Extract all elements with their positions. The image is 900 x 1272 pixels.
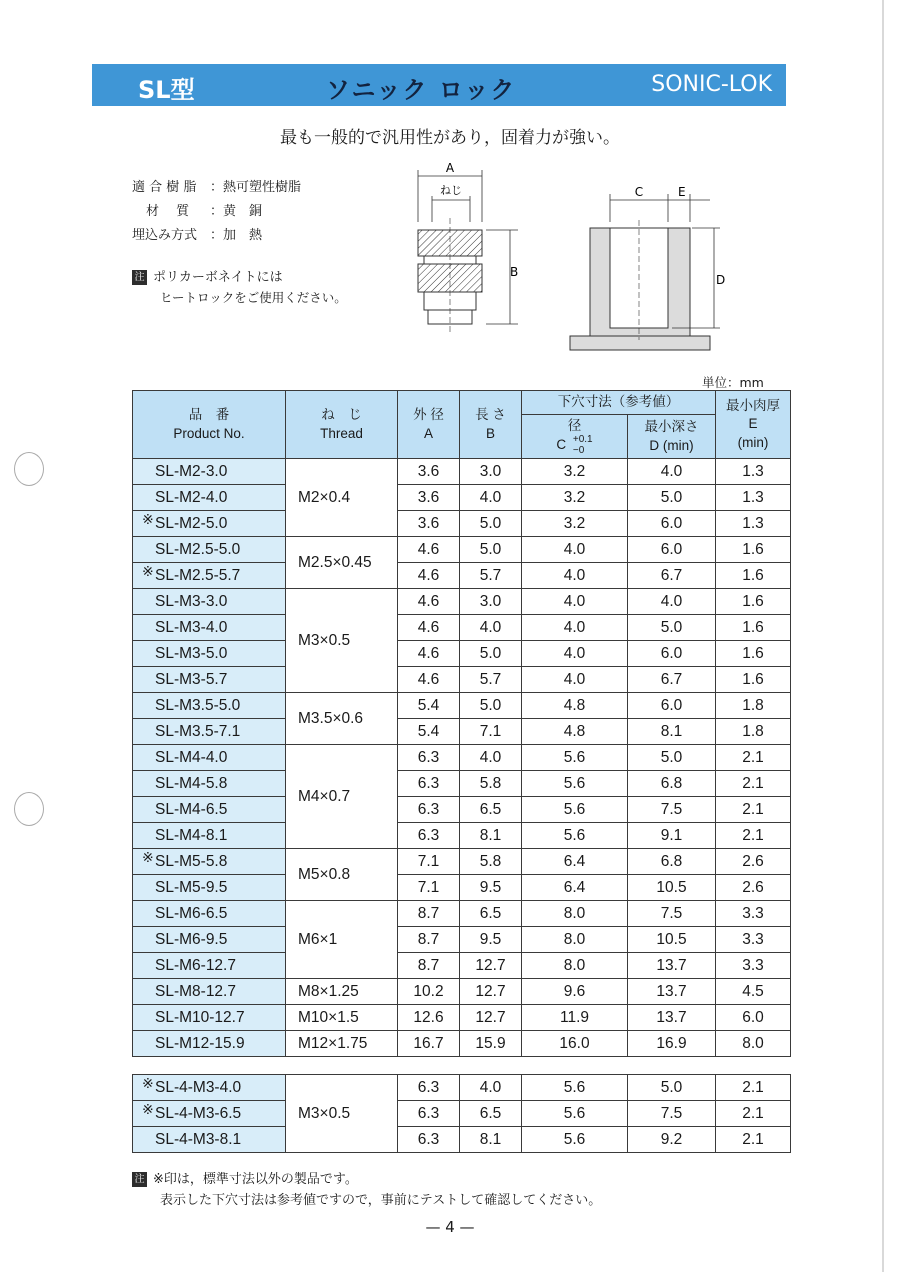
- nonstandard-mark: ※: [142, 849, 154, 865]
- value-cell-b: 5.0: [460, 641, 522, 667]
- value-cell-b: 4.0: [460, 485, 522, 511]
- value-cell-e: 8.0: [716, 1031, 791, 1057]
- spec-table-body: [133, 459, 791, 1057]
- value-cell-e: 3.3: [716, 953, 791, 979]
- spec-resin: 適 合 樹 脂 ：熱可塑性樹脂: [132, 180, 302, 195]
- table-row: [133, 797, 791, 823]
- value-cell-e: 2.6: [716, 849, 791, 875]
- value-cell-b: 3.0: [460, 589, 522, 615]
- value-cell-b: 8.1: [460, 1127, 522, 1153]
- value-cell-e: 6.0: [716, 1005, 791, 1031]
- product-number-cell: [133, 1031, 286, 1057]
- header-wall: 最小肉厚 E (min): [716, 391, 791, 459]
- value-cell-c: 5.6: [522, 797, 628, 823]
- page-number: — 4 —: [425, 1218, 475, 1236]
- thread-cell: M6×1: [286, 901, 398, 979]
- dim-c-label: C: [634, 185, 644, 199]
- product-number: SL-M6-12.7: [155, 956, 236, 974]
- product-number: SL-M3-5.0: [155, 644, 228, 662]
- value-cell-e: 1.6: [716, 615, 791, 641]
- table-row: [133, 1101, 791, 1127]
- table-row: [133, 979, 791, 1005]
- thread-cell: M4×0.7: [286, 745, 398, 849]
- table-row: [133, 511, 791, 537]
- value-cell-c: 4.0: [522, 667, 628, 693]
- product-number: SL-M2-5.0: [155, 514, 228, 532]
- product-number: SL-4-M3-8.1: [155, 1130, 242, 1148]
- product-name-en: SONIC-LOK: [651, 72, 772, 97]
- product-number-cell: [133, 797, 286, 823]
- value-cell-b: 5.0: [460, 537, 522, 563]
- value-cell-d: 6.0: [628, 511, 716, 537]
- footnote-line-1: 注 ※印は，標準寸法以外の製品です。: [132, 1168, 358, 1187]
- header-hole-depth: 最小深さ D (min): [628, 415, 716, 459]
- value-cell-d: 13.7: [628, 1005, 716, 1031]
- value-cell-c: 5.6: [522, 1101, 628, 1127]
- value-cell-c: 4.0: [522, 641, 628, 667]
- value-cell-b: 5.0: [460, 693, 522, 719]
- product-number-cell: [133, 1127, 286, 1153]
- value-cell-b: 8.1: [460, 823, 522, 849]
- product-number: SL-M6-9.5: [155, 930, 228, 948]
- value-cell-e: 1.3: [716, 485, 791, 511]
- product-number-cell: [133, 511, 286, 537]
- value-cell-d: 4.0: [628, 459, 716, 485]
- value-cell-a: 5.4: [398, 719, 460, 745]
- value-cell-a: 6.3: [398, 1075, 460, 1101]
- value-cell-d: 6.8: [628, 849, 716, 875]
- value-cell-a: 3.6: [398, 459, 460, 485]
- product-number: SL-M3-5.7: [155, 670, 228, 688]
- table-row: [133, 537, 791, 563]
- value-cell-d: 7.5: [628, 901, 716, 927]
- product-number: SL-M3-4.0: [155, 618, 228, 636]
- value-cell-e: 2.1: [716, 771, 791, 797]
- nonstandard-mark: ※: [142, 1101, 154, 1117]
- product-number-cell: [133, 875, 286, 901]
- product-number-cell: [133, 953, 286, 979]
- value-cell-d: 10.5: [628, 875, 716, 901]
- value-cell-b: 4.0: [460, 1075, 522, 1101]
- value-cell-d: 5.0: [628, 615, 716, 641]
- unit-label: 単位：mm: [702, 375, 764, 390]
- table-row: [133, 849, 791, 875]
- value-cell-e: 1.6: [716, 641, 791, 667]
- product-name-ja: ソニック ロック: [326, 76, 517, 104]
- value-cell-c: 4.8: [522, 693, 628, 719]
- value-cell-e: 2.1: [716, 745, 791, 771]
- value-cell-a: 4.6: [398, 563, 460, 589]
- value-cell-c: 4.0: [522, 589, 628, 615]
- header-length: 長 さ B: [460, 391, 522, 459]
- value-cell-d: 7.5: [628, 797, 716, 823]
- product-number-cell: [133, 979, 286, 1005]
- value-cell-a: 6.3: [398, 1101, 460, 1127]
- table-row: [133, 563, 791, 589]
- value-cell-b: 9.5: [460, 875, 522, 901]
- value-cell-c: 4.8: [522, 719, 628, 745]
- thread-cell: M12×1.75: [286, 1031, 398, 1057]
- value-cell-a: 4.6: [398, 537, 460, 563]
- value-cell-a: 4.6: [398, 641, 460, 667]
- product-number-cell: [133, 901, 286, 927]
- table-row: [133, 1031, 791, 1057]
- dim-e-label: E: [678, 185, 686, 199]
- extra-spec-table: [132, 1074, 791, 1153]
- value-cell-e: 1.8: [716, 719, 791, 745]
- nonstandard-mark: ※: [142, 563, 154, 579]
- spec-material: 材 質 ：黄 銅: [146, 204, 263, 219]
- value-cell-b: 4.0: [460, 745, 522, 771]
- value-cell-c: 8.0: [522, 927, 628, 953]
- value-cell-a: 3.6: [398, 485, 460, 511]
- footnote-mark: 注: [132, 1172, 147, 1187]
- value-cell-c: 3.2: [522, 459, 628, 485]
- table-row: [133, 615, 791, 641]
- value-cell-d: 10.5: [628, 927, 716, 953]
- product-number-cell: [133, 927, 286, 953]
- product-number: SL-M5-5.8: [155, 852, 228, 870]
- value-cell-b: 15.9: [460, 1031, 522, 1057]
- value-cell-c: 6.4: [522, 875, 628, 901]
- product-number: SL-M5-9.5: [155, 878, 228, 896]
- thread-cell: M10×1.5: [286, 1005, 398, 1031]
- value-cell-c: 3.2: [522, 511, 628, 537]
- value-cell-b: 5.0: [460, 511, 522, 537]
- value-cell-b: 12.7: [460, 953, 522, 979]
- punch-hole-bottom: [14, 792, 44, 826]
- value-cell-b: 5.7: [460, 667, 522, 693]
- value-cell-d: 6.0: [628, 641, 716, 667]
- value-cell-e: 2.1: [716, 1101, 791, 1127]
- spec-table: [132, 390, 791, 1057]
- value-cell-a: 6.3: [398, 771, 460, 797]
- value-cell-e: 2.1: [716, 797, 791, 823]
- table-row: [133, 719, 791, 745]
- value-cell-a: 7.1: [398, 849, 460, 875]
- value-cell-c: 4.0: [522, 537, 628, 563]
- value-cell-e: 1.6: [716, 589, 791, 615]
- product-number: SL-M2-3.0: [155, 462, 228, 480]
- value-cell-a: 10.2: [398, 979, 460, 1005]
- note-line-1: 注 ポリカーボネイトには: [132, 266, 283, 285]
- value-cell-d: 13.7: [628, 979, 716, 1005]
- value-cell-b: 5.8: [460, 771, 522, 797]
- thread-cell: M5×0.8: [286, 849, 398, 901]
- value-cell-a: 6.3: [398, 823, 460, 849]
- value-cell-d: 9.1: [628, 823, 716, 849]
- value-cell-e: 1.6: [716, 537, 791, 563]
- table-row: [133, 745, 791, 771]
- thread-cell: M3.5×0.6: [286, 693, 398, 745]
- value-cell-e: 2.1: [716, 1127, 791, 1153]
- value-cell-b: 4.0: [460, 615, 522, 641]
- header-hole-diameter: 径 C +0.1 −0: [522, 415, 628, 459]
- value-cell-a: 6.3: [398, 1127, 460, 1153]
- value-cell-d: 8.1: [628, 719, 716, 745]
- table-row: [133, 485, 791, 511]
- product-number: SL-M12-15.9: [155, 1034, 245, 1052]
- product-number: SL-M3.5-7.1: [155, 722, 241, 740]
- table-row: [133, 875, 791, 901]
- value-cell-a: 8.7: [398, 901, 460, 927]
- product-number: SL-M4-8.1: [155, 826, 228, 844]
- value-cell-e: 4.5: [716, 979, 791, 1005]
- value-cell-a: 4.6: [398, 589, 460, 615]
- value-cell-a: 3.6: [398, 511, 460, 537]
- product-number: SL-M3.5-5.0: [155, 696, 241, 714]
- value-cell-c: 5.6: [522, 823, 628, 849]
- value-cell-d: 4.0: [628, 589, 716, 615]
- product-number-cell: [133, 849, 286, 875]
- value-cell-b: 5.8: [460, 849, 522, 875]
- value-cell-c: 16.0: [522, 1031, 628, 1057]
- table-row: [133, 459, 791, 485]
- value-cell-d: 16.9: [628, 1031, 716, 1057]
- table-row: [133, 953, 791, 979]
- dim-d-label: D: [716, 273, 726, 287]
- product-number: SL-4-M3-4.0: [155, 1078, 242, 1096]
- value-cell-b: 6.5: [460, 1101, 522, 1127]
- thread-cell: M2.5×0.45: [286, 537, 398, 589]
- product-number-cell: [133, 667, 286, 693]
- value-cell-d: 6.0: [628, 537, 716, 563]
- value-cell-e: 2.6: [716, 875, 791, 901]
- value-cell-d: 7.5: [628, 1101, 716, 1127]
- product-number: SL-M2.5-5.0: [155, 540, 241, 558]
- product-number: SL-M10-12.7: [155, 1008, 245, 1026]
- product-number-cell: [133, 459, 286, 485]
- value-cell-b: 6.5: [460, 901, 522, 927]
- value-cell-d: 5.0: [628, 1075, 716, 1101]
- product-number-cell: [133, 823, 286, 849]
- dim-thread-label: ねじ: [440, 184, 462, 197]
- product-number: SL-M2-4.0: [155, 488, 228, 506]
- value-cell-e: 1.6: [716, 563, 791, 589]
- header-thread: ね じ Thread: [286, 391, 398, 459]
- model-title: SL型: [138, 76, 195, 104]
- value-cell-a: 4.6: [398, 615, 460, 641]
- punch-hole-top: [14, 452, 44, 486]
- thread-cell: M3×0.5: [286, 1075, 398, 1153]
- value-cell-e: 1.8: [716, 693, 791, 719]
- value-cell-a: 12.6: [398, 1005, 460, 1031]
- table-row: [133, 1005, 791, 1031]
- product-number-cell: [133, 1075, 286, 1101]
- value-cell-e: 3.3: [716, 901, 791, 927]
- table-row: [133, 901, 791, 927]
- value-cell-a: 16.7: [398, 1031, 460, 1057]
- product-number-cell: [133, 771, 286, 797]
- insert-diagram: [400, 160, 530, 335]
- header-outer-diameter: 外 径 A: [398, 391, 460, 459]
- table-row: [133, 1075, 791, 1101]
- value-cell-a: 8.7: [398, 953, 460, 979]
- value-cell-a: 5.4: [398, 693, 460, 719]
- value-cell-d: 13.7: [628, 953, 716, 979]
- value-cell-c: 4.0: [522, 563, 628, 589]
- table-row: [133, 667, 791, 693]
- header-hole: 下穴寸法（参考値）: [522, 391, 716, 415]
- value-cell-a: 6.3: [398, 745, 460, 771]
- value-cell-c: 5.6: [522, 1075, 628, 1101]
- header-product: 品 番 Product No.: [133, 391, 286, 459]
- product-number-cell: [133, 485, 286, 511]
- value-cell-b: 9.5: [460, 927, 522, 953]
- value-cell-d: 6.7: [628, 563, 716, 589]
- value-cell-e: 1.6: [716, 667, 791, 693]
- product-number-cell: [133, 589, 286, 615]
- product-number: SL-4-M3-6.5: [155, 1104, 242, 1122]
- note-line-2: ヒートロックをご使用ください。: [160, 290, 347, 305]
- product-number: SL-M3-3.0: [155, 592, 228, 610]
- value-cell-d: 5.0: [628, 485, 716, 511]
- spec-method: 埋込み方式 ：加 熱: [132, 228, 263, 243]
- table-row: [133, 1127, 791, 1153]
- dim-b-label: B: [510, 265, 519, 279]
- value-cell-c: 8.0: [522, 901, 628, 927]
- product-number: SL-M4-4.0: [155, 748, 228, 766]
- product-number-cell: [133, 1005, 286, 1031]
- table-row: [133, 823, 791, 849]
- value-cell-c: 11.9: [522, 1005, 628, 1031]
- thread-cell: M2×0.4: [286, 459, 398, 537]
- value-cell-e: 3.3: [716, 927, 791, 953]
- table-row: [133, 641, 791, 667]
- product-number-cell: [133, 563, 286, 589]
- thread-cell: M8×1.25: [286, 979, 398, 1005]
- value-cell-b: 12.7: [460, 1005, 522, 1031]
- footnote-line-2: 表示した下穴寸法は参考値ですので，事前にテストして確認してください。: [160, 1193, 602, 1208]
- value-cell-c: 5.6: [522, 745, 628, 771]
- product-number: SL-M8-12.7: [155, 982, 236, 1000]
- value-cell-c: 6.4: [522, 849, 628, 875]
- value-cell-d: 9.2: [628, 1127, 716, 1153]
- product-number: SL-M2.5-5.7: [155, 566, 241, 584]
- product-number-cell: [133, 745, 286, 771]
- table-row: [133, 771, 791, 797]
- value-cell-d: 5.0: [628, 745, 716, 771]
- table-row: [133, 693, 791, 719]
- value-cell-c: 5.6: [522, 1127, 628, 1153]
- value-cell-e: 2.1: [716, 823, 791, 849]
- value-cell-c: 8.0: [522, 953, 628, 979]
- header-banner: [92, 64, 786, 106]
- dim-a-label: A: [445, 161, 455, 175]
- value-cell-a: 4.6: [398, 667, 460, 693]
- value-cell-a: 6.3: [398, 797, 460, 823]
- nonstandard-mark: ※: [142, 1075, 154, 1091]
- page-edge: [882, 0, 884, 1272]
- product-number-cell: [133, 1101, 286, 1127]
- value-cell-b: 6.5: [460, 797, 522, 823]
- product-number-cell: [133, 615, 286, 641]
- table-row: [133, 589, 791, 615]
- nonstandard-mark: ※: [142, 511, 154, 527]
- value-cell-c: 4.0: [522, 615, 628, 641]
- product-number-cell: [133, 641, 286, 667]
- value-cell-b: 5.7: [460, 563, 522, 589]
- table-row: [133, 927, 791, 953]
- extra-table-body: [133, 1075, 791, 1153]
- value-cell-a: 7.1: [398, 875, 460, 901]
- product-number: SL-M6-6.5: [155, 904, 228, 922]
- value-cell-a: 8.7: [398, 927, 460, 953]
- value-cell-b: 7.1: [460, 719, 522, 745]
- value-cell-b: 12.7: [460, 979, 522, 1005]
- tagline: 最も一般的で汎用性があり，固着力が強い。: [280, 128, 620, 148]
- product-number-cell: [133, 719, 286, 745]
- value-cell-c: 9.6: [522, 979, 628, 1005]
- value-cell-b: 3.0: [460, 459, 522, 485]
- value-cell-e: 1.3: [716, 459, 791, 485]
- value-cell-e: 1.3: [716, 511, 791, 537]
- product-number-cell: [133, 693, 286, 719]
- thread-cell: M3×0.5: [286, 589, 398, 693]
- value-cell-c: 5.6: [522, 771, 628, 797]
- value-cell-d: 6.8: [628, 771, 716, 797]
- value-cell-e: 2.1: [716, 1075, 791, 1101]
- product-number: SL-M4-5.8: [155, 774, 228, 792]
- hole-diagram: [560, 180, 726, 360]
- product-number-cell: [133, 537, 286, 563]
- value-cell-d: 6.0: [628, 693, 716, 719]
- value-cell-d: 6.7: [628, 667, 716, 693]
- product-number: SL-M4-6.5: [155, 800, 228, 818]
- note-mark: 注: [132, 270, 147, 285]
- value-cell-c: 3.2: [522, 485, 628, 511]
